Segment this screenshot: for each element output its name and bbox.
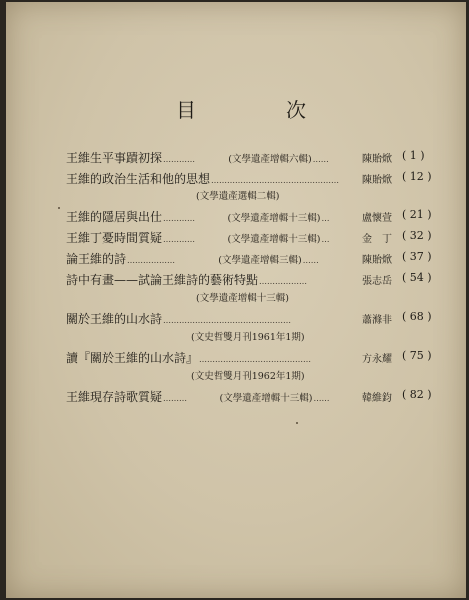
entry-author: 蕭滌非 (362, 315, 392, 326)
entry-page: ( 54 ) (402, 271, 432, 284)
dot-leader: ……………… (259, 277, 308, 286)
dot-leader: ………… (163, 155, 196, 164)
dot-leader: …… (313, 394, 330, 403)
toc-entry (66, 170, 432, 187)
entry-title: 詩中有畫——試論王維詩的藝術特點 (66, 273, 259, 287)
dot-leader: …… (312, 155, 329, 164)
entry-author: 陳貽焮 (362, 154, 392, 165)
dot-leader: ………… (163, 235, 196, 244)
toc-entry (66, 149, 425, 166)
entry-title: 王維現存詩歌質疑 (66, 390, 163, 404)
source-note: (文史哲雙月刊1962年1期) (191, 371, 305, 382)
entry-source: (文學遺產增輯十三輯) (227, 234, 321, 245)
dot-leader: ………………………………………… (211, 176, 340, 185)
entry-author: 金 丁 (362, 234, 392, 245)
toc-entry (66, 388, 432, 405)
entry-title: 王維丁憂時間質疑 (66, 231, 163, 245)
entry-title: 王維的政治生活和他的思想 (66, 172, 211, 186)
entry-title: 論王維的詩 (66, 252, 127, 266)
dot-leader: …………………………………… (199, 355, 312, 364)
toc-entry (66, 310, 432, 327)
toc-entry (66, 271, 432, 288)
title-char-2: 次 (286, 98, 306, 122)
entry-author: 方永耀 (362, 354, 392, 365)
entry-author: 韓維鈞 (362, 393, 392, 404)
entry-author: 陳貽焮 (362, 175, 392, 186)
dot-leader: ……………… (127, 256, 176, 265)
toc-entry (66, 250, 432, 267)
entry-page: ( 68 ) (402, 310, 432, 323)
dot-leader: ………… (163, 214, 196, 223)
page-title (176, 94, 306, 123)
dot-leader: … (321, 214, 330, 223)
entry-page: ( 37 ) (402, 250, 432, 263)
entry-page: ( 21 ) (402, 208, 432, 221)
entry-title: 王維生平事蹟初探 (66, 151, 163, 165)
source-note: (文學遺產增輯十三輯) (196, 293, 289, 304)
source-note: (文史哲雙月刊1961年1期) (191, 332, 305, 343)
toc-entry (66, 208, 432, 225)
title-char-1: 目 (176, 98, 196, 122)
entry-title: 王維的隱居與出仕 (66, 210, 163, 224)
dot-leader: ……… (163, 394, 188, 403)
entry-title: 關於王維的山水詩 (66, 312, 163, 326)
entry-author: 盧懷萱 (362, 213, 392, 224)
toc-entry (66, 349, 432, 366)
entry-source: (文學遺產增輯十三輯) (227, 213, 321, 224)
entry-author: 陳貽焮 (362, 255, 392, 266)
dot-leader: …… (302, 256, 319, 265)
dot-leader: ………………………………………… (163, 316, 292, 325)
dot-leader: … (321, 235, 330, 244)
source-note: (文學遺產選輯二輯) (196, 191, 280, 202)
entry-source: (文學遺產增輯六輯) (228, 154, 312, 165)
entry-page: ( 12 ) (402, 170, 432, 183)
entry-page: ( 1 ) (402, 149, 425, 162)
entry-author: 張志岳 (362, 276, 392, 287)
toc-entry (66, 229, 432, 246)
paper-speck (296, 422, 298, 424)
entry-source: (文學遺產增輯三輯) (218, 255, 302, 266)
entry-page: ( 82 ) (402, 388, 432, 401)
entry-page: ( 32 ) (402, 229, 432, 242)
entry-page: ( 75 ) (402, 349, 432, 362)
entry-source: (文學遺產增輯十三輯) (219, 393, 313, 404)
book-page (6, 2, 466, 598)
entry-title: 讀『關於王維的山水詩』 (66, 351, 199, 365)
paper-speck (58, 207, 60, 209)
